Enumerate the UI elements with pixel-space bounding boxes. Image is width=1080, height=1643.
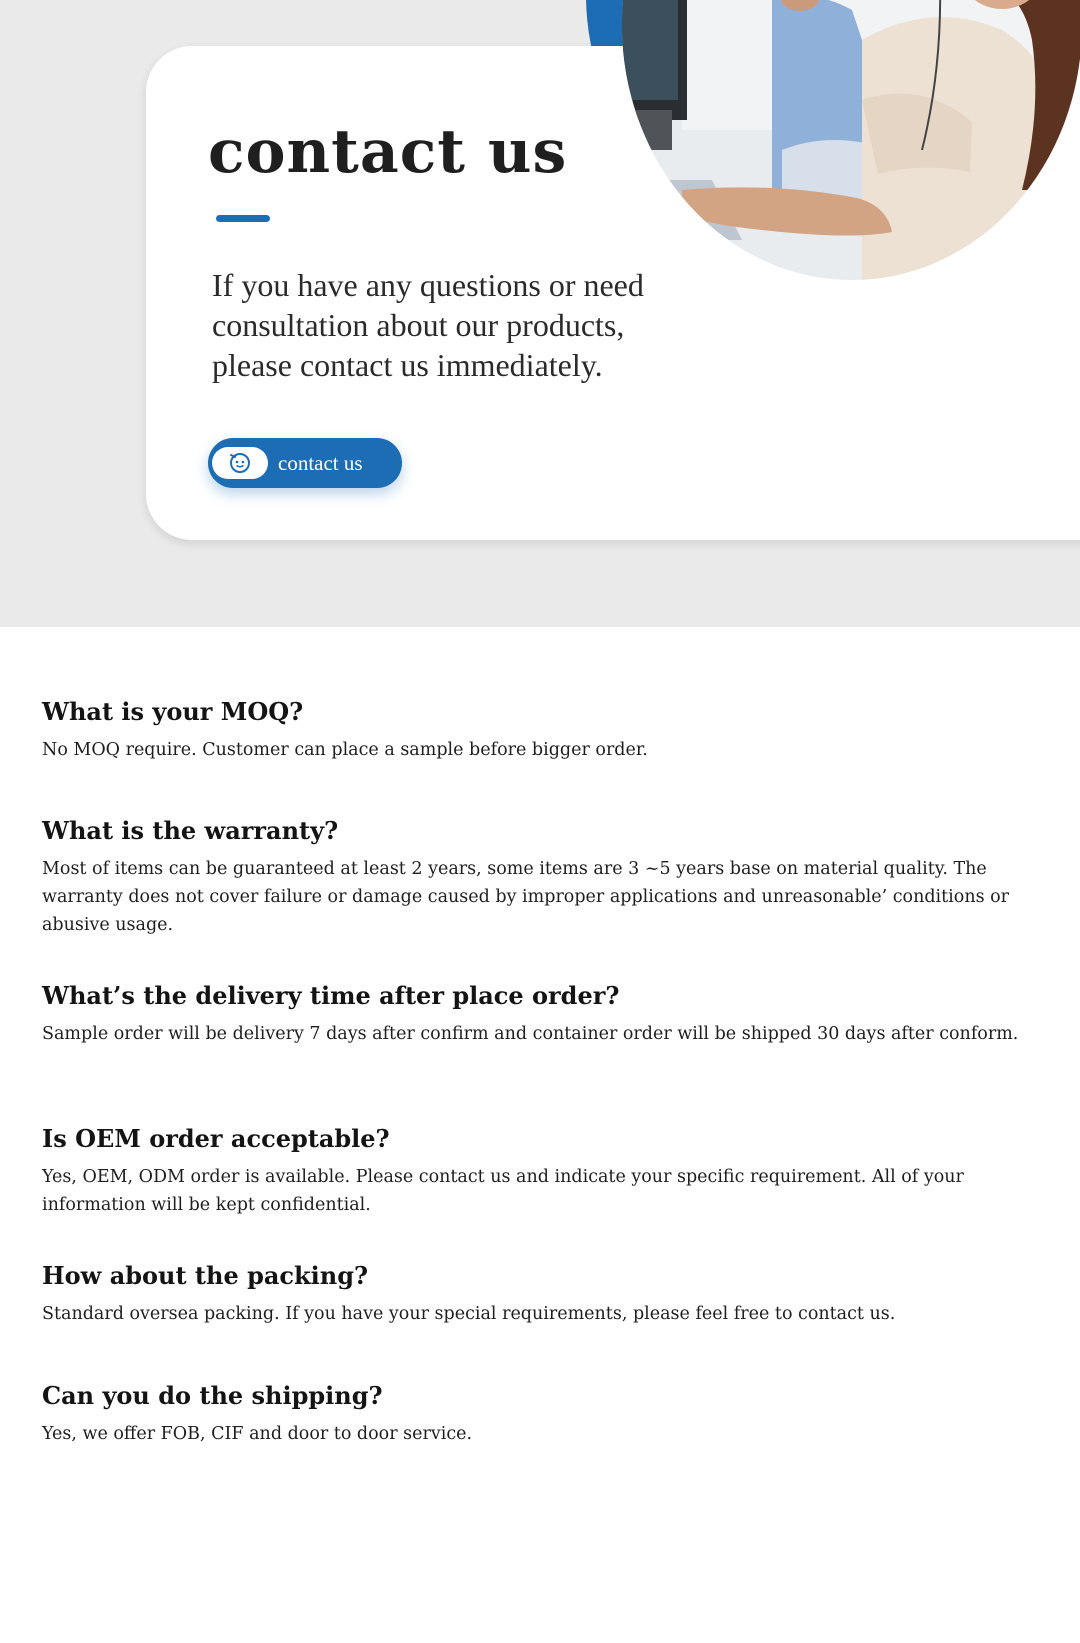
faq-answer: Standard oversea packing. If you have your special requirements, please feel free to contact us. <box>42 1304 896 1324</box>
faq-question: Is OEM order acceptable? <box>42 1124 390 1153</box>
faq-answer: Sample order will be delivery 7 days after confirm and container order will be shipped 30 days after conform. <box>42 1024 1019 1044</box>
faq-question: How about the packing? <box>42 1261 369 1290</box>
faq-item-packing <box>42 1260 1042 1328</box>
faq-item-moq <box>42 696 1042 764</box>
contact-button-icon-pill <box>212 447 268 479</box>
contact-us-button-label: contact us <box>278 451 363 475</box>
faq-question: What is the warranty? <box>42 816 339 845</box>
faq-question: What is your MOQ? <box>42 697 304 726</box>
faq-question: What’s the delivery time after place order? <box>42 981 620 1010</box>
faq-question: Can you do the shipping? <box>42 1381 383 1410</box>
faq-answer: Yes, OEM, ODM order is available. Please contact us and indicate your specific requirement. All of your information will be kept confidential. <box>42 1167 964 1215</box>
contact-description: If you have any questions or need consultation about our products, please contact us immediately. <box>212 267 644 383</box>
contact-title: contact us <box>208 117 568 187</box>
faq-item-warranty <box>42 815 1042 939</box>
faq-answer: Most of items can be guaranteed at least 2 years, some items are 3 ~5 years base on material quality. The warranty does not cover failure or damage caused by improper applications and unreasonable’ conditions or abusive usage. <box>42 859 1010 935</box>
title-accent-bar <box>216 215 270 222</box>
faq-item-shipping <box>42 1380 1042 1448</box>
contact-us-button[interactable] <box>208 438 402 488</box>
contact-banner <box>0 0 1080 627</box>
faq-answer: No MOQ require. Customer can place a sample before bigger order. <box>42 740 648 760</box>
smile-chat-icon <box>228 452 252 474</box>
faq-item-delivery <box>42 980 1042 1048</box>
faq-item-oem <box>42 1123 1042 1219</box>
faq-answer: Yes, we offer FOB, CIF and door to door service. <box>42 1424 473 1444</box>
